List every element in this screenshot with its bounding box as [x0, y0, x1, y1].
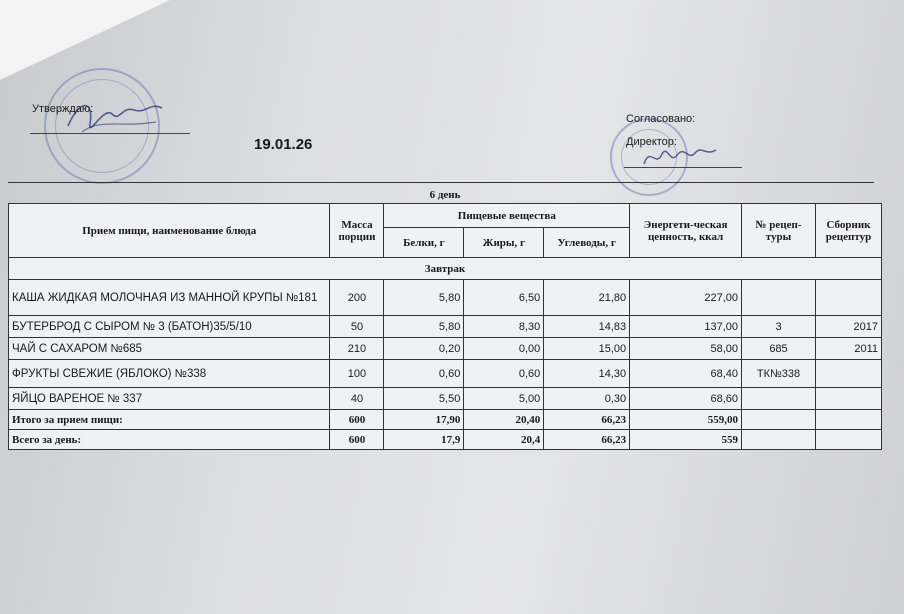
- dish-mass: 200: [330, 280, 384, 316]
- dish-recipe: 685: [742, 338, 816, 360]
- paper-corner: [0, 0, 170, 80]
- dish-carbs: 14,30: [544, 360, 630, 388]
- dish-mass: 100: [330, 360, 384, 388]
- menu-date: 19.01.26: [254, 136, 313, 153]
- dish-fat: 6,50: [464, 280, 544, 316]
- col-dish-header: Прием пищи, наименование блюда: [9, 204, 330, 258]
- dish-carbs: 15,00: [544, 338, 630, 360]
- dish-name: ЧАЙ С САХАРОМ №685: [9, 338, 330, 360]
- table-row: [9, 280, 882, 316]
- dish-energy: 227,00: [630, 280, 742, 316]
- dish-fat: 0,60: [464, 360, 544, 388]
- total-day-label: Всего за день:: [9, 430, 330, 450]
- table-row: [9, 360, 882, 388]
- section-breakfast: Завтрак: [9, 258, 882, 280]
- dish-carbs: 0,30: [544, 388, 630, 410]
- dish-mass: 40: [330, 388, 384, 410]
- dish-protein: 0,20: [384, 338, 464, 360]
- col-nutrients-header: Пищевые вещества: [384, 204, 630, 228]
- dish-recipe: 3: [742, 316, 816, 338]
- table-row: [9, 388, 882, 410]
- dish-name: ФРУКТЫ СВЕЖИЕ (ЯБЛОКО) №338: [9, 360, 330, 388]
- dish-mass: 50: [330, 316, 384, 338]
- dish-recipe: ТК№338: [742, 360, 816, 388]
- total-meal-energy: 559,00: [630, 410, 742, 430]
- signature-left: [60, 88, 170, 148]
- dish-collection: [815, 280, 881, 316]
- total-day-energy: 559: [630, 430, 742, 450]
- total-day-row: [9, 430, 882, 450]
- dish-name: ЯЙЦО ВАРЕНОЕ № 337: [9, 388, 330, 410]
- col-protein-header: Белки, г: [384, 228, 464, 258]
- total-meal-carbs: 66,23: [544, 410, 630, 430]
- table-row: [9, 316, 882, 338]
- table-row: [9, 338, 882, 360]
- dish-recipe: [742, 280, 816, 316]
- header-rule: [8, 182, 874, 183]
- dish-collection: 2011: [815, 338, 881, 360]
- empty-cell: [742, 430, 816, 450]
- dish-fat: 0,00: [464, 338, 544, 360]
- dish-energy: 58,00: [630, 338, 742, 360]
- col-mass-header: Масса порции: [330, 204, 384, 258]
- dish-energy: 68,60: [630, 388, 742, 410]
- dish-collection: 2017: [815, 316, 881, 338]
- dish-energy: 68,40: [630, 360, 742, 388]
- empty-cell: [815, 430, 881, 450]
- dish-name: БУТЕРБРОД С СЫРОМ № 3 (БАТОН)35/5/10: [9, 316, 330, 338]
- agreed-label: Согласовано:: [626, 113, 696, 125]
- dish-fat: 5,00: [464, 388, 544, 410]
- dish-recipe: [742, 388, 816, 410]
- menu-table: [8, 203, 882, 450]
- dish-collection: [815, 360, 881, 388]
- col-collection-header: Сборник рецептур: [815, 204, 881, 258]
- dish-protein: 0,60: [384, 360, 464, 388]
- col-carbs-header: Углеводы, г: [544, 228, 630, 258]
- total-day-carbs: 66,23: [544, 430, 630, 450]
- empty-cell: [742, 410, 816, 430]
- director-label: Директор:: [626, 136, 677, 148]
- total-day-mass: 600: [330, 430, 384, 450]
- dish-protein: 5,50: [384, 388, 464, 410]
- total-meal-label: Итого за прием пищи:: [9, 410, 330, 430]
- total-meal-protein: 17,90: [384, 410, 464, 430]
- dish-protein: 5,80: [384, 316, 464, 338]
- dish-name: КАША ЖИДКАЯ МОЛОЧНАЯ ИЗ МАННОЙ КРУПЫ №181: [9, 280, 330, 316]
- dish-carbs: 21,80: [544, 280, 630, 316]
- day-title: 6 день: [429, 189, 461, 201]
- dish-carbs: 14,83: [544, 316, 630, 338]
- dish-fat: 8,30: [464, 316, 544, 338]
- approve-label: Утверждаю:: [32, 103, 94, 115]
- total-meal-fat: 20,40: [464, 410, 544, 430]
- col-fat-header: Жиры, г: [464, 228, 544, 258]
- col-energy-header: Энергети-ческая ценность, ккал: [630, 204, 742, 258]
- director-signature-line: [624, 167, 742, 168]
- col-recipe-header: № рецеп-туры: [742, 204, 816, 258]
- dish-protein: 5,80: [384, 280, 464, 316]
- total-meal-row: [9, 410, 882, 430]
- dish-mass: 210: [330, 338, 384, 360]
- empty-cell: [815, 410, 881, 430]
- total-day-protein: 17,9: [384, 430, 464, 450]
- dish-collection: [815, 388, 881, 410]
- total-meal-mass: 600: [330, 410, 384, 430]
- dish-energy: 137,00: [630, 316, 742, 338]
- total-day-fat: 20,4: [464, 430, 544, 450]
- approve-signature-line: [30, 133, 190, 134]
